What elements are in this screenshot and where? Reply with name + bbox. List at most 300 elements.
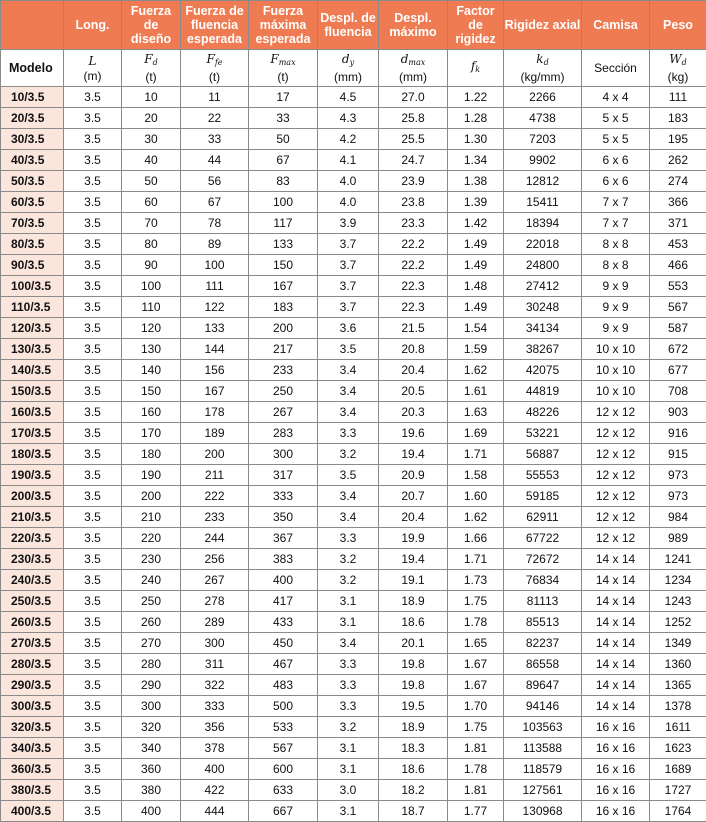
cell-axial-stiffness: 2266 <box>504 87 582 108</box>
cell-max-displacement: 20.1 <box>379 633 448 654</box>
cell-weight: 672 <box>650 339 706 360</box>
cell-length: 3.5 <box>64 297 122 318</box>
symbol-design-force: F <box>144 52 152 66</box>
symbol-weight: W <box>669 52 681 66</box>
cell-design-force: 70 <box>122 213 181 234</box>
table-row <box>1 591 706 612</box>
table-row <box>1 780 706 801</box>
cell-max-force: 483 <box>249 675 318 696</box>
cell-design-force: 340 <box>122 738 181 759</box>
table-row <box>1 108 706 129</box>
cell-axial-stiffness: 30248 <box>504 297 582 318</box>
cell-model: 200/3.5 <box>1 486 64 507</box>
cell-yield-displacement: 3.1 <box>318 738 379 759</box>
cell-design-force: 190 <box>122 465 181 486</box>
cell-yield-displacement: 3.3 <box>318 654 379 675</box>
cell-design-force: 220 <box>122 528 181 549</box>
symbol-cell-stiffness-factor <box>448 50 504 87</box>
unit-axial-stiffness: (kg/mm) <box>504 70 581 84</box>
cell-yield-force: 333 <box>181 696 249 717</box>
cell-stiffness-factor: 1.62 <box>448 507 504 528</box>
table-row <box>1 528 706 549</box>
cell-axial-stiffness: 9902 <box>504 150 582 171</box>
symbol-yield-force: F <box>206 52 214 66</box>
cell-stiffness-factor: 1.69 <box>448 423 504 444</box>
cell-design-force: 300 <box>122 696 181 717</box>
table-row <box>1 570 706 591</box>
cell-length: 3.5 <box>64 654 122 675</box>
table-row <box>1 612 706 633</box>
cell-yield-force: 44 <box>181 150 249 171</box>
cell-yield-displacement: 4.2 <box>318 129 379 150</box>
cell-yield-displacement: 3.5 <box>318 339 379 360</box>
cell-weight: 553 <box>650 276 706 297</box>
cell-yield-displacement: 3.3 <box>318 696 379 717</box>
cell-yield-force: 356 <box>181 717 249 738</box>
cell-length: 3.5 <box>64 234 122 255</box>
cell-yield-displacement: 3.1 <box>318 612 379 633</box>
cell-jacket-section: 16 x 16 <box>582 717 650 738</box>
cell-max-force: 667 <box>249 801 318 822</box>
cell-max-force: 200 <box>249 318 318 339</box>
cell-yield-displacement: 3.2 <box>318 444 379 465</box>
cell-yield-force: 111 <box>181 276 249 297</box>
cell-length: 3.5 <box>64 465 122 486</box>
cell-max-force: 417 <box>249 591 318 612</box>
cell-model: 50/3.5 <box>1 171 64 192</box>
unit-yield-displacement: (mm) <box>318 70 378 84</box>
header-weight: Peso <box>650 1 706 50</box>
symbol-axial-stiffness: k <box>536 52 543 66</box>
cell-axial-stiffness: 18394 <box>504 213 582 234</box>
cell-weight: 1234 <box>650 570 706 591</box>
cell-yield-force: 178 <box>181 402 249 423</box>
cell-stiffness-factor: 1.66 <box>448 528 504 549</box>
cell-max-displacement: 24.7 <box>379 150 448 171</box>
cell-weight: 1243 <box>650 591 706 612</box>
cell-weight: 453 <box>650 234 706 255</box>
table-row <box>1 381 706 402</box>
cell-length: 3.5 <box>64 318 122 339</box>
cell-stiffness-factor: 1.67 <box>448 654 504 675</box>
cell-design-force: 80 <box>122 234 181 255</box>
cell-weight: 915 <box>650 444 706 465</box>
cell-max-displacement: 18.6 <box>379 612 448 633</box>
cell-design-force: 260 <box>122 612 181 633</box>
cell-weight: 1365 <box>650 675 706 696</box>
table-row <box>1 759 706 780</box>
cell-jacket-section: 12 x 12 <box>582 528 650 549</box>
cell-model: 120/3.5 <box>1 318 64 339</box>
cell-axial-stiffness: 42075 <box>504 360 582 381</box>
cell-max-displacement: 18.9 <box>379 717 448 738</box>
cell-jacket-section: 14 x 14 <box>582 633 650 654</box>
cell-jacket-section: 14 x 14 <box>582 654 650 675</box>
cell-axial-stiffness: 103563 <box>504 717 582 738</box>
table-row <box>1 318 706 339</box>
cell-yield-force: 67 <box>181 192 249 213</box>
cell-jacket-section: 10 x 10 <box>582 360 650 381</box>
cell-yield-displacement: 3.7 <box>318 276 379 297</box>
cell-model: 300/3.5 <box>1 696 64 717</box>
cell-stiffness-factor: 1.38 <box>448 171 504 192</box>
cell-jacket-section: 6 x 6 <box>582 150 650 171</box>
cell-max-displacement: 20.4 <box>379 360 448 381</box>
header-blank <box>1 1 64 50</box>
cell-length: 3.5 <box>64 192 122 213</box>
cell-jacket-section: 16 x 16 <box>582 780 650 801</box>
cell-yield-displacement: 3.7 <box>318 255 379 276</box>
cell-jacket-section: 12 x 12 <box>582 486 650 507</box>
table-row <box>1 654 706 675</box>
cell-stiffness-factor: 1.63 <box>448 402 504 423</box>
cell-yield-force: 56 <box>181 171 249 192</box>
table-row <box>1 717 706 738</box>
cell-jacket-section: 7 x 7 <box>582 192 650 213</box>
cell-stiffness-factor: 1.48 <box>448 276 504 297</box>
cell-max-displacement: 25.5 <box>379 129 448 150</box>
cell-model: 290/3.5 <box>1 675 64 696</box>
cell-length: 3.5 <box>64 612 122 633</box>
cell-jacket-section: 12 x 12 <box>582 402 650 423</box>
cell-stiffness-factor: 1.58 <box>448 465 504 486</box>
cell-yield-force: 311 <box>181 654 249 675</box>
cell-weight: 1378 <box>650 696 706 717</box>
cell-max-force: 317 <box>249 465 318 486</box>
cell-model: 240/3.5 <box>1 570 64 591</box>
cell-stiffness-factor: 1.59 <box>448 339 504 360</box>
cell-stiffness-factor: 1.70 <box>448 696 504 717</box>
cell-model: 150/3.5 <box>1 381 64 402</box>
symbol-max-force-sub: max <box>279 58 296 67</box>
cell-design-force: 170 <box>122 423 181 444</box>
cell-max-displacement: 19.5 <box>379 696 448 717</box>
table-row <box>1 213 706 234</box>
cell-jacket-section: 9 x 9 <box>582 318 650 339</box>
header-length: Long. <box>64 1 122 50</box>
cell-yield-force: 133 <box>181 318 249 339</box>
cell-model: 360/3.5 <box>1 759 64 780</box>
cell-stiffness-factor: 1.71 <box>448 549 504 570</box>
cell-weight: 984 <box>650 507 706 528</box>
cell-model: 320/3.5 <box>1 717 64 738</box>
cell-max-force: 600 <box>249 759 318 780</box>
cell-yield-displacement: 3.5 <box>318 465 379 486</box>
symbol-cell-yield-force <box>181 50 249 87</box>
cell-weight: 366 <box>650 192 706 213</box>
symbol-yield-force-sub: fe <box>215 58 223 67</box>
cell-max-displacement: 19.8 <box>379 654 448 675</box>
cell-axial-stiffness: 62911 <box>504 507 582 528</box>
cell-jacket-section: 6 x 6 <box>582 171 650 192</box>
cell-axial-stiffness: 130968 <box>504 801 582 822</box>
cell-stiffness-factor: 1.28 <box>448 108 504 129</box>
cell-jacket-section: 8 x 8 <box>582 255 650 276</box>
unit-length: (m) <box>64 69 121 83</box>
cell-design-force: 20 <box>122 108 181 129</box>
cell-design-force: 130 <box>122 339 181 360</box>
table-row <box>1 549 706 570</box>
cell-max-force: 400 <box>249 570 318 591</box>
cell-model: 170/3.5 <box>1 423 64 444</box>
cell-jacket-section: 14 x 14 <box>582 570 650 591</box>
cell-design-force: 60 <box>122 192 181 213</box>
cell-max-force: 83 <box>249 171 318 192</box>
cell-max-displacement: 22.3 <box>379 297 448 318</box>
cell-jacket-section: 14 x 14 <box>582 612 650 633</box>
header-design-force: Fuerza de diseño <box>122 1 181 50</box>
table-row <box>1 339 706 360</box>
cell-max-displacement: 20.4 <box>379 507 448 528</box>
cell-stiffness-factor: 1.67 <box>448 675 504 696</box>
header-jacket: Camisa <box>582 1 650 50</box>
table-row <box>1 192 706 213</box>
section-label: Sección <box>594 61 637 75</box>
cell-yield-displacement: 3.3 <box>318 528 379 549</box>
cell-yield-displacement: 3.3 <box>318 423 379 444</box>
cell-axial-stiffness: 15411 <box>504 192 582 213</box>
cell-design-force: 250 <box>122 591 181 612</box>
cell-length: 3.5 <box>64 402 122 423</box>
cell-length: 3.5 <box>64 339 122 360</box>
cell-axial-stiffness: 86558 <box>504 654 582 675</box>
cell-axial-stiffness: 34134 <box>504 318 582 339</box>
cell-length: 3.5 <box>64 738 122 759</box>
unit-design-force: (t) <box>122 70 180 84</box>
cell-design-force: 360 <box>122 759 181 780</box>
cell-design-force: 100 <box>122 276 181 297</box>
cell-axial-stiffness: 76834 <box>504 570 582 591</box>
cell-max-force: 150 <box>249 255 318 276</box>
cell-model: 60/3.5 <box>1 192 64 213</box>
cell-stiffness-factor: 1.78 <box>448 759 504 780</box>
cell-weight: 466 <box>650 255 706 276</box>
header-axial-stiffness: Rigidez axial <box>504 1 582 50</box>
cell-model: 230/3.5 <box>1 549 64 570</box>
cell-jacket-section: 10 x 10 <box>582 339 650 360</box>
cell-yield-displacement: 3.4 <box>318 402 379 423</box>
cell-weight: 587 <box>650 318 706 339</box>
cell-design-force: 270 <box>122 633 181 654</box>
cell-yield-force: 200 <box>181 444 249 465</box>
cell-jacket-section: 4 x 4 <box>582 87 650 108</box>
cell-design-force: 50 <box>122 171 181 192</box>
cell-model: 20/3.5 <box>1 108 64 129</box>
cell-length: 3.5 <box>64 171 122 192</box>
cell-max-displacement: 23.8 <box>379 192 448 213</box>
cell-weight: 262 <box>650 150 706 171</box>
cell-axial-stiffness: 82237 <box>504 633 582 654</box>
cell-weight: 989 <box>650 528 706 549</box>
header-yield-force: Fuerza de fluencia esperada <box>181 1 249 50</box>
cell-yield-force: 244 <box>181 528 249 549</box>
cell-max-displacement: 19.4 <box>379 549 448 570</box>
cell-max-force: 100 <box>249 192 318 213</box>
symbol-design-force-sub: d <box>153 58 158 67</box>
cell-design-force: 110 <box>122 297 181 318</box>
header-max-force: Fuerza máxima esperada <box>249 1 318 50</box>
cell-yield-force: 78 <box>181 213 249 234</box>
cell-max-displacement: 19.8 <box>379 675 448 696</box>
cell-yield-displacement: 3.7 <box>318 234 379 255</box>
cell-design-force: 230 <box>122 549 181 570</box>
cell-weight: 1241 <box>650 549 706 570</box>
cell-axial-stiffness: 4738 <box>504 108 582 129</box>
cell-design-force: 150 <box>122 381 181 402</box>
cell-max-force: 433 <box>249 612 318 633</box>
cell-max-displacement: 22.2 <box>379 255 448 276</box>
table-row <box>1 738 706 759</box>
cell-max-force: 367 <box>249 528 318 549</box>
cell-yield-displacement: 3.6 <box>318 318 379 339</box>
cell-yield-force: 444 <box>181 801 249 822</box>
cell-weight: 111 <box>650 87 706 108</box>
symbol-cell-length <box>64 50 122 87</box>
cell-length: 3.5 <box>64 759 122 780</box>
cell-stiffness-factor: 1.49 <box>448 297 504 318</box>
cell-max-force: 283 <box>249 423 318 444</box>
cell-jacket-section: 16 x 16 <box>582 801 650 822</box>
cell-axial-stiffness: 67722 <box>504 528 582 549</box>
cell-max-force: 17 <box>249 87 318 108</box>
cell-model: 210/3.5 <box>1 507 64 528</box>
cell-weight: 677 <box>650 360 706 381</box>
cell-yield-force: 400 <box>181 759 249 780</box>
cell-length: 3.5 <box>64 213 122 234</box>
symbol-cell-axial-stiffness <box>504 50 582 87</box>
cell-max-displacement: 19.1 <box>379 570 448 591</box>
cell-length: 3.5 <box>64 591 122 612</box>
cell-weight: 1611 <box>650 717 706 738</box>
cell-length: 3.5 <box>64 507 122 528</box>
cell-max-displacement: 20.5 <box>379 381 448 402</box>
cell-weight: 183 <box>650 108 706 129</box>
symbol-cell-weight <box>650 50 706 87</box>
cell-max-displacement: 25.8 <box>379 108 448 129</box>
cell-max-force: 250 <box>249 381 318 402</box>
cell-model: 400/3.5 <box>1 801 64 822</box>
cell-model: 140/3.5 <box>1 360 64 381</box>
cell-max-force: 350 <box>249 507 318 528</box>
cell-design-force: 30 <box>122 129 181 150</box>
table-row <box>1 633 706 654</box>
cell-length: 3.5 <box>64 675 122 696</box>
cell-jacket-section: 14 x 14 <box>582 549 650 570</box>
cell-yield-displacement: 3.4 <box>318 381 379 402</box>
cell-stiffness-factor: 1.61 <box>448 381 504 402</box>
cell-max-force: 33 <box>249 108 318 129</box>
cell-yield-displacement: 4.5 <box>318 87 379 108</box>
header-max-displacement: Despl. máximo <box>379 1 448 50</box>
cell-weight: 567 <box>650 297 706 318</box>
cell-weight: 1360 <box>650 654 706 675</box>
cell-yield-displacement: 3.4 <box>318 507 379 528</box>
cell-stiffness-factor: 1.30 <box>448 129 504 150</box>
cell-max-displacement: 18.9 <box>379 591 448 612</box>
cell-weight: 274 <box>650 171 706 192</box>
cell-yield-force: 167 <box>181 381 249 402</box>
cell-length: 3.5 <box>64 129 122 150</box>
table-row <box>1 276 706 297</box>
cell-design-force: 200 <box>122 486 181 507</box>
unit-yield-force: (t) <box>181 70 248 84</box>
cell-design-force: 240 <box>122 570 181 591</box>
cell-design-force: 120 <box>122 318 181 339</box>
cell-max-force: 67 <box>249 150 318 171</box>
cell-max-force: 133 <box>249 234 318 255</box>
cell-design-force: 280 <box>122 654 181 675</box>
cell-weight: 916 <box>650 423 706 444</box>
header-row <box>1 1 706 50</box>
cell-max-force: 567 <box>249 738 318 759</box>
table-body <box>1 87 706 822</box>
cell-max-displacement: 23.3 <box>379 213 448 234</box>
cell-design-force: 290 <box>122 675 181 696</box>
cell-max-force: 267 <box>249 402 318 423</box>
table-row <box>1 171 706 192</box>
cell-weight: 1727 <box>650 780 706 801</box>
cell-design-force: 10 <box>122 87 181 108</box>
cell-design-force: 40 <box>122 150 181 171</box>
table-row <box>1 255 706 276</box>
cell-stiffness-factor: 1.75 <box>448 591 504 612</box>
cell-yield-force: 267 <box>181 570 249 591</box>
cell-yield-displacement: 3.4 <box>318 633 379 654</box>
cell-yield-displacement: 3.1 <box>318 591 379 612</box>
cell-yield-displacement: 3.2 <box>318 570 379 591</box>
cell-weight: 903 <box>650 402 706 423</box>
table-row <box>1 360 706 381</box>
cell-jacket-section: 14 x 14 <box>582 696 650 717</box>
cell-axial-stiffness: 89647 <box>504 675 582 696</box>
cell-design-force: 380 <box>122 780 181 801</box>
cell-model: 80/3.5 <box>1 234 64 255</box>
table-row <box>1 801 706 822</box>
cell-yield-force: 222 <box>181 486 249 507</box>
cell-max-displacement: 21.5 <box>379 318 448 339</box>
table-row <box>1 444 706 465</box>
cell-weight: 1349 <box>650 633 706 654</box>
cell-max-force: 300 <box>249 444 318 465</box>
cell-stiffness-factor: 1.60 <box>448 486 504 507</box>
cell-yield-force: 322 <box>181 675 249 696</box>
cell-yield-displacement: 4.0 <box>318 192 379 213</box>
cell-jacket-section: 16 x 16 <box>582 759 650 780</box>
symbol-stiffness-factor: f <box>471 59 475 73</box>
header-yield-displacement: Despl. de fluencia <box>318 1 379 50</box>
model-label: Modelo <box>1 50 64 87</box>
cell-stiffness-factor: 1.75 <box>448 717 504 738</box>
cell-axial-stiffness: 24800 <box>504 255 582 276</box>
symbol-yield-displacement-sub: y <box>350 58 355 67</box>
cell-length: 3.5 <box>64 570 122 591</box>
cell-model: 190/3.5 <box>1 465 64 486</box>
cell-yield-force: 289 <box>181 612 249 633</box>
cell-length: 3.5 <box>64 150 122 171</box>
cell-axial-stiffness: 53221 <box>504 423 582 444</box>
cell-model: 40/3.5 <box>1 150 64 171</box>
cell-yield-force: 144 <box>181 339 249 360</box>
symbol-axial-stiffness-sub: d <box>544 58 549 67</box>
cell-weight: 371 <box>650 213 706 234</box>
cell-axial-stiffness: 55553 <box>504 465 582 486</box>
cell-length: 3.5 <box>64 486 122 507</box>
symbol-row <box>1 50 706 87</box>
cell-design-force: 90 <box>122 255 181 276</box>
table-row <box>1 87 706 108</box>
cell-max-displacement: 20.7 <box>379 486 448 507</box>
symbol-yield-displacement: d <box>342 52 350 66</box>
